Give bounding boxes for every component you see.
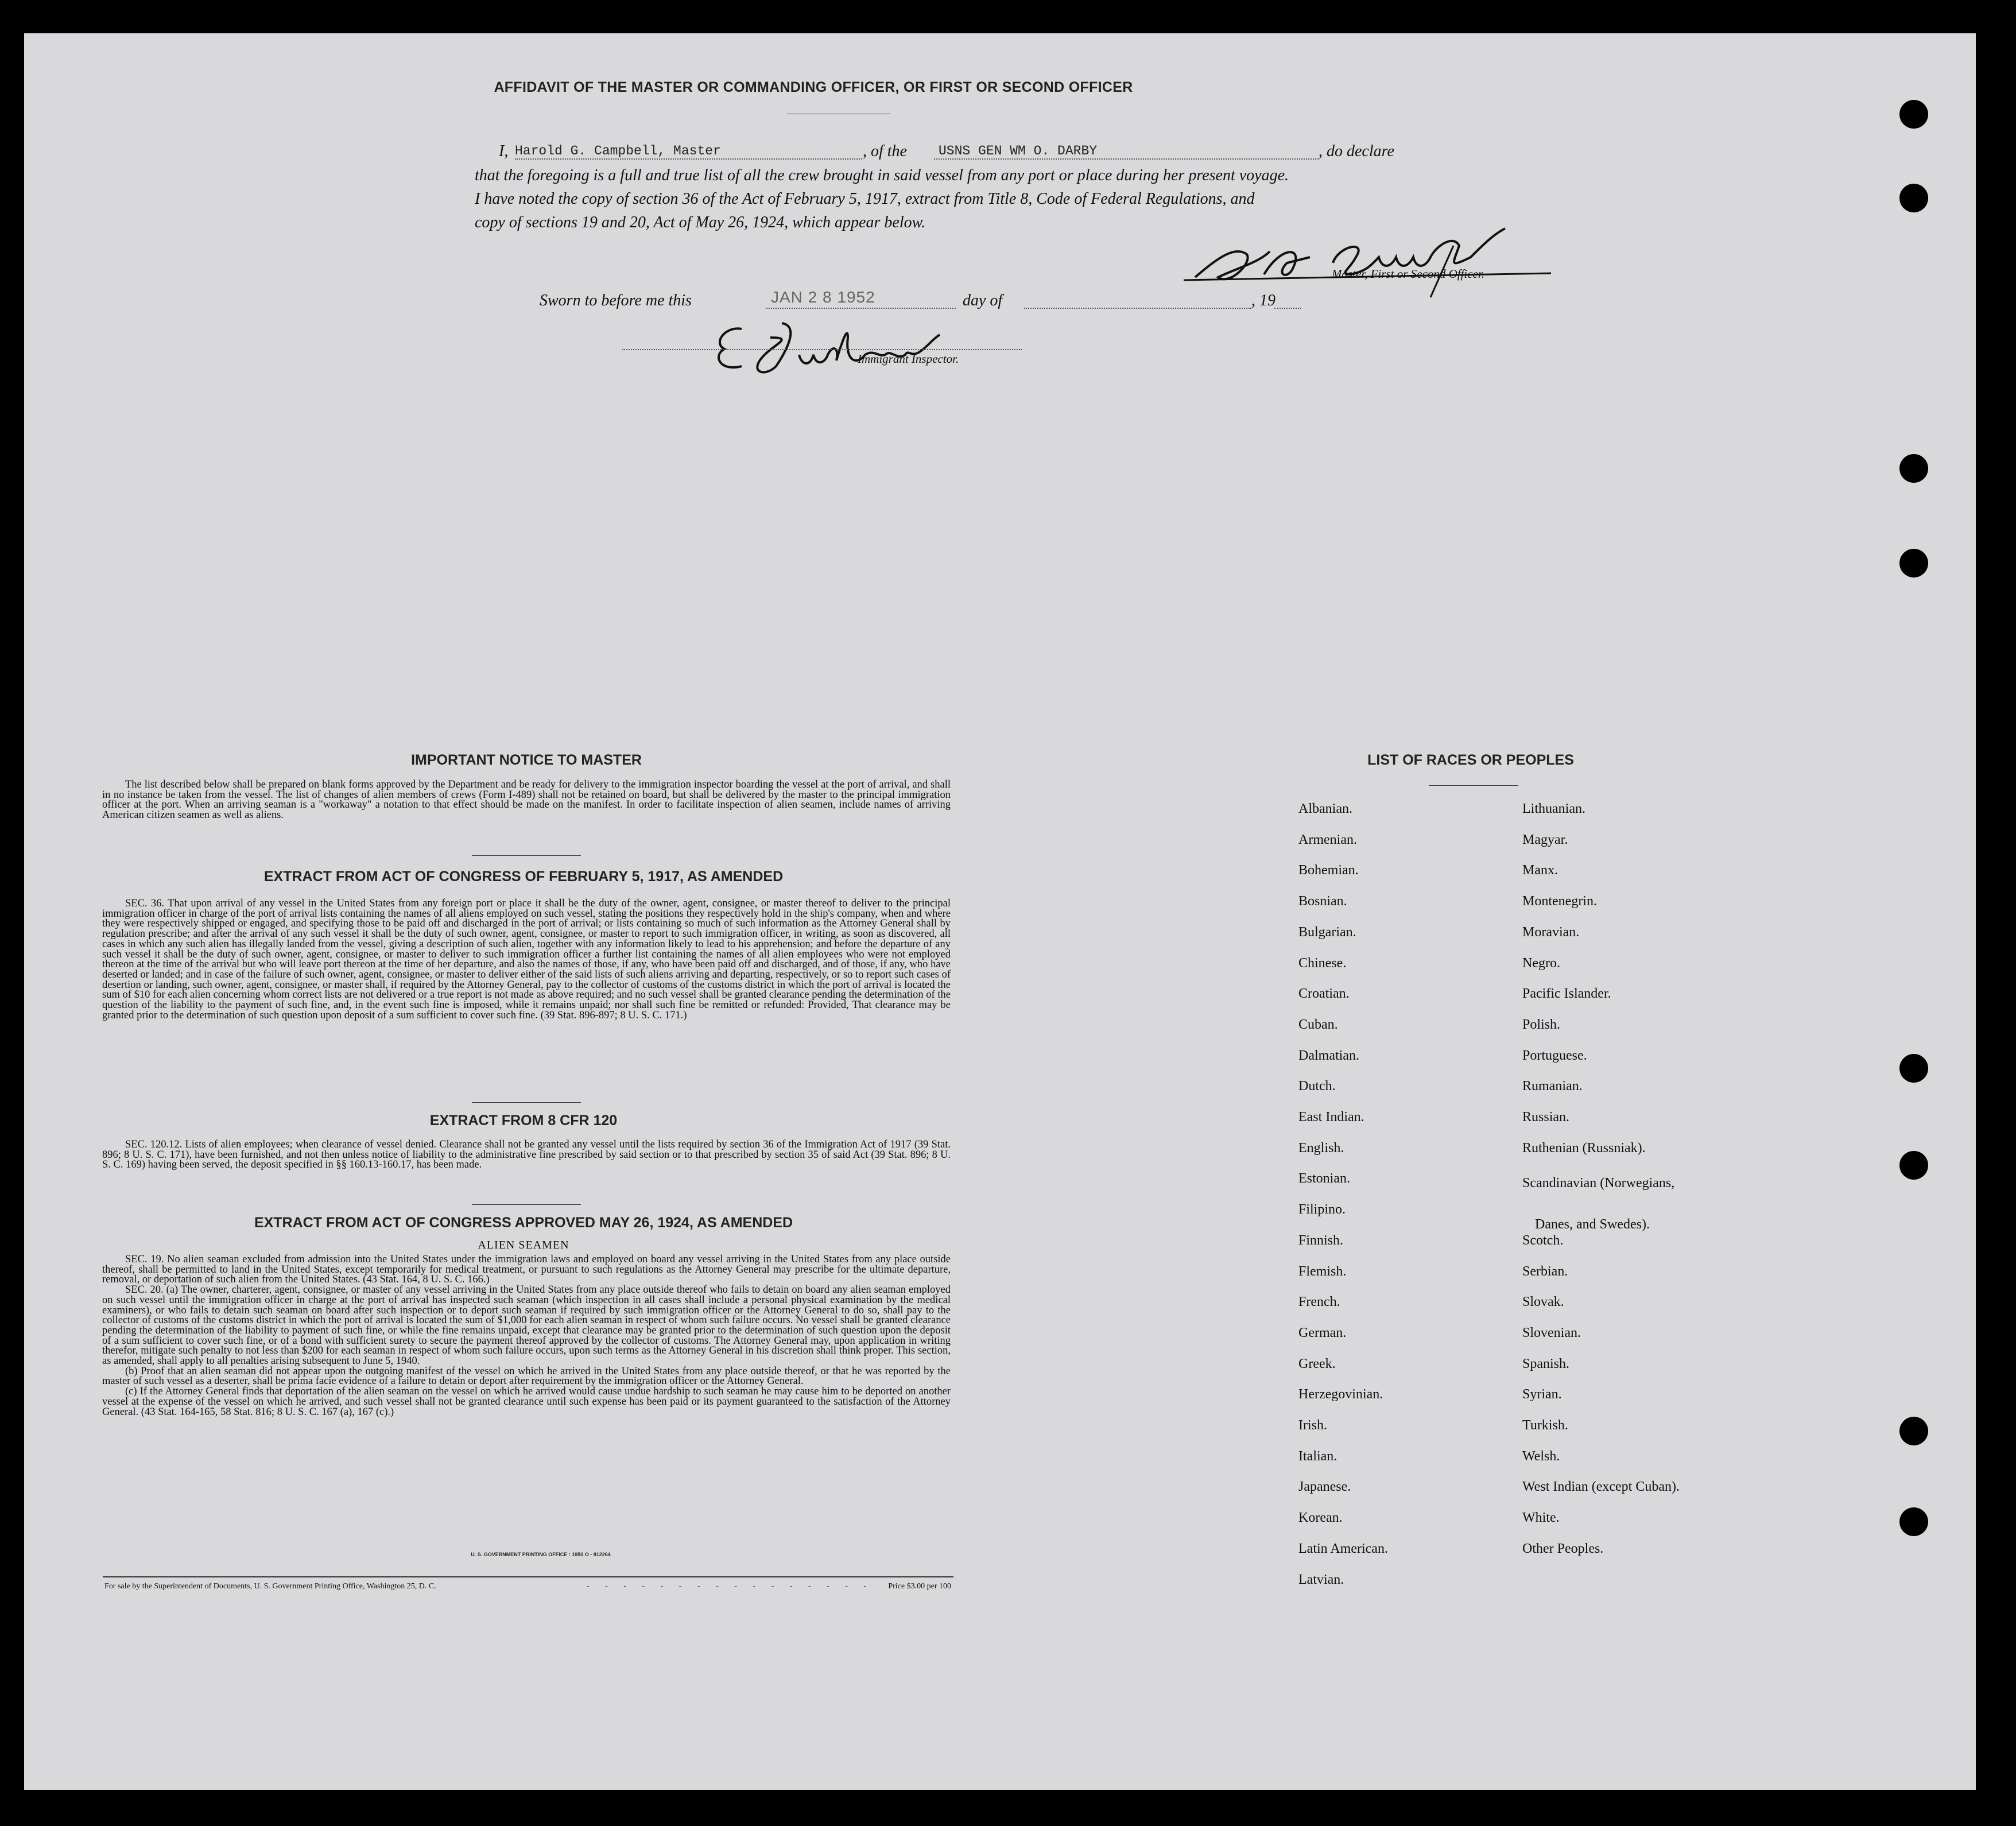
dotted-leader (766, 308, 956, 309)
race-item: Negro. (1522, 955, 1560, 971)
race-item: Pacific Islander. (1522, 986, 1611, 1002)
affidavit-line-4: copy of sections 19 and 20, Act of May 26, 1924, which appear below. (475, 214, 926, 231)
extract-1924-title: EXTRACT FROM ACT OF CONGRESS APPROVED MAY 26, 1924, AS AMENDED (254, 1215, 793, 1231)
master-signature (1184, 223, 1557, 303)
of-the-label: , of the (863, 142, 907, 160)
race-item: Montenegrin. (1522, 894, 1597, 909)
gpo-line: U. S. GOVERNMENT PRINTING OFFICE : 1950 O - 812264 (471, 1552, 611, 1557)
race-item: Japanese. (1298, 1479, 1351, 1495)
divider (1429, 785, 1518, 786)
race-item: Latin American. (1298, 1541, 1388, 1556)
footer (104, 1582, 951, 1595)
notice-title: IMPORTANT NOTICE TO MASTER (411, 752, 642, 768)
punch-hole (1899, 1507, 1928, 1536)
document-page (24, 33, 1976, 1790)
race-item: Dalmatian. (1298, 1048, 1359, 1063)
extract-1924-subtitle: ALIEN SEAMEN (478, 1239, 569, 1251)
race-item: Korean. (1298, 1510, 1343, 1526)
vessel-name: USNS GEN WM O. DARBY (939, 144, 1098, 158)
dotted-leader (515, 158, 862, 160)
race-item: Armenian. (1298, 832, 1357, 847)
dotted-leader (622, 349, 1022, 350)
race-item: Italian. (1298, 1448, 1337, 1464)
races-title: LIST OF RACES OR PEOPLES (1367, 752, 1574, 768)
race-item: Bosnian. (1298, 894, 1347, 909)
race-item: Flemish. (1298, 1263, 1347, 1279)
day-of-label: day of (963, 292, 1003, 309)
race-item: Greek. (1298, 1356, 1336, 1371)
race-item: Manx. (1522, 863, 1558, 878)
race-item: Filipino. (1298, 1202, 1346, 1218)
race-item: Ruthenian (Russniak). (1522, 1140, 1646, 1156)
race-item: English. (1298, 1140, 1344, 1156)
race-item: Bohemian. (1298, 863, 1359, 878)
race-item: Scotch. (1522, 1232, 1564, 1248)
race-item: Russian. (1522, 1110, 1570, 1125)
race-item: Lithuanian. (1522, 801, 1585, 816)
for-sale-text: For sale by the Superintendent of Documents, U. S. Government Printing Office, Washington 25, D. C. (104, 1582, 436, 1591)
extract-1917-title: EXTRACT FROM ACT OF CONGRESS OF FEBRUARY 5, 1917, AS AMENDED (263, 869, 784, 885)
race-item: Albanian. (1298, 801, 1352, 816)
year-label: , 19 (1251, 292, 1275, 309)
race-item: Syrian. (1522, 1387, 1562, 1402)
race-item: Portuguese. (1522, 1048, 1587, 1063)
race-item: Herzegovinian. (1298, 1387, 1383, 1402)
race-item: Slovak. (1522, 1294, 1564, 1310)
punch-hole (1899, 549, 1928, 577)
race-item: Cuban. (1298, 1017, 1338, 1032)
race-item: Latvian. (1298, 1572, 1344, 1587)
race-item: Croatian. (1298, 986, 1350, 1002)
race-item: Chinese. (1298, 955, 1347, 971)
dotted-leader (1024, 308, 1251, 309)
race-item: West Indian (except Cuban). (1522, 1479, 1680, 1495)
affidavit-title: AFFIDAVIT OF THE MASTER OR COMMANDING OFFICER, OR FIRST OR SECOND OFFICER (494, 79, 1133, 95)
divider (472, 1102, 581, 1103)
race-item: Polish. (1522, 1017, 1561, 1032)
sworn-line (472, 288, 1275, 315)
footer-rule (103, 1576, 953, 1577)
race-item: Dutch. (1298, 1079, 1336, 1094)
race-item: Danes, and Swedes). (1535, 1217, 1650, 1232)
punch-hole (1899, 1151, 1928, 1180)
divider (472, 855, 581, 856)
race-item: Serbian. (1522, 1263, 1568, 1279)
extract-1924-body (102, 1255, 951, 1417)
sec-20a: SEC. 20. (a) The owner, charterer, agent, consignee, or master of any vessel arriving in the United States from any place outside thereof who fails to detain on board any alien seaman employed on such vessel until the immigration officer in charge at the port of arrival has inspected such seaman (which inspection in all cases shall include a personal physical examination by the medical examiners), or who fails to detain such seaman on board after such inspection or to deport such seaman if required by such immigration officer or the Attorney General to do so, shall pay to the collector of customs of the customs district in which the port of arrival is located the sum of $1,000 for each alien seaman in respect of whom such failure occurs. No vessel shall be granted clearance pending the determination of the liability to payment of such fine, or while the fine remains unpaid, except that clearance may be granted prior to the determination of such question upon the deposit of a sum sufficient to cover such fine, or of a bond with sufficient surety to secure the payment thereof approved by the collector of customs. The Attorney General may, upon application in writing therefor, mitigate such penalty to not less than $200 for each seaman in respect of whom such failure occurs, upon such terms as the Attorney General in his discretion shall think proper. This section, as amended, shall apply to all penalties arising subsequent to June 5, 1940. (102, 1284, 951, 1367)
affidavit-line-3: I have noted the copy of section 36 of the Act of February 5, 1917, extract from Title 8, Code of Federal Regulations, and (475, 190, 1255, 208)
race-item: White. (1522, 1510, 1560, 1526)
master-name: Harold G. Campbell, Master (515, 144, 721, 158)
race-item: Scandinavian (Norwegians, (1522, 1176, 1675, 1191)
dotted-leader (1274, 308, 1301, 309)
affidavit-line-2: that the foregoing is a full and true list of all the crew brought in said vessel from any port or place during her present voyage. (475, 166, 1289, 184)
punch-hole (1899, 1054, 1928, 1083)
do-declare-label: , do declare (1319, 142, 1394, 160)
date-stamp: JAN 2 8 1952 (771, 288, 875, 306)
punch-hole (1899, 184, 1928, 212)
affidavit-line-1 (475, 142, 1600, 161)
race-item: Spanish. (1522, 1356, 1570, 1371)
race-item: Slovenian. (1522, 1325, 1581, 1340)
race-item: Finnish. (1298, 1232, 1344, 1248)
punch-hole (1899, 100, 1928, 129)
price-text: Price $3.00 per 100 (888, 1582, 951, 1591)
notice-body: The list described below shall be prepared on blank forms approved by the Department and be ready for delivery to the immigration inspector boarding the vessel at the port of arrival, and shall in no instance be taken from the vessel. The list of changes of alien members of crews (Form I-489) shall not be retained on board, but shall be delivered by the master to the principal immigration officer at the port. When an arriving seaman is a "workaway" a notation to that effect should be made on the manifest. In order to facilitate inspection of alien seamen, include names of arriving American citizen seamen as well as aliens. (102, 779, 951, 821)
race-item: Magyar. (1522, 832, 1568, 847)
dotted-leader (934, 158, 1319, 160)
extract-cfr-title: EXTRACT FROM 8 CFR 120 (429, 1112, 618, 1129)
race-item: Irish. (1298, 1418, 1327, 1433)
sec-20c: (c) If the Attorney General finds that deportation of the alien seaman on the vessel on which he arrived would cause undue hardship to such seaman he may cause him to be deported on another vessel at the expense of the vessel on which he arrived, and such vessel shall not be granted clearance until such expense has been paid or its payment guaranteed to the satisfaction of the Attorney General. (43 Stat. 164-165, 58 Stat. 816; 8 U. S. C. 167 (a), 167 (c).) (102, 1386, 951, 1418)
race-item: East Indian. (1298, 1110, 1364, 1125)
extract-1917-body: SEC. 36. That upon arrival of any vessel in the United States from any foreign port or place it shall be the duty of the owner, agent, consignee, or master thereof to deliver to the principal immigration officer in charge of the port of arrival lists containing the names of all aliens employed on such vessel, stating the positions they respectively hold in the ship's company, when and where they were respectively shipped or engaged, and specifying those to be paid off and discharged in the port of arrival; or lists containing so much of such information as the Attorney General shall by regulation prescribe; and after the arrival of any such vessel it shall be the duty of such owner, agent, consignee, or master to report to such immigration officer, in writing, as soon as discovered, all cases in which any such alien has illegally landed from the vessel, giving a description of such alien, together with any information likely to lead to his apprehension; and before the departure of any such vessel it shall be the duty of such owner, agent, consignee, or master to deliver to such immigration officer a further list containing the names of all alien employees who were not employed thereon at the time of the arrival but who will leave port thereon at the time of her departure, and also the names of those, if any, who have been paid off and discharged, and of those, if any, who have deserted or landed; and in case of the failure of such owner, agent, consignee, or master to deliver either of the said lists of such aliens arriving and departing, respectively, or so to report such cases of desertion or landing, such owner, agent, consignee, or master shall, if required by the Attorney General, pay to the collector of customs of the customs district in which the port of arrival is located the sum of $10 for each alien concerning whom correct lists are not delivered or a true report is not made as above required; and no such vessel shall be granted clearance pending the determination of the question of the liability to the payment of such fine, and, in the event such fine is imposed, while it remains unpaid; nor shall such fine be remitted or refunded: Provided, That clearance may be granted prior to the determination of such question upon deposit of a sum sufficient to cover such fine. (39 Stat. 896-897; 8 U. S. C. 171.) (102, 898, 951, 1021)
race-item: Welsh. (1522, 1448, 1560, 1464)
footer-dashes: - - - - - - - - - - - - - - - - (587, 1582, 874, 1591)
race-item: Bulgarian. (1298, 924, 1356, 940)
punch-hole (1899, 454, 1928, 483)
line-prefix: I, (499, 142, 509, 160)
race-item: Estonian. (1298, 1171, 1350, 1187)
divider (472, 1204, 581, 1205)
race-item: Other Peoples. (1522, 1541, 1604, 1556)
punch-hole (1899, 1417, 1928, 1445)
race-item: Moravian. (1522, 924, 1580, 940)
race-item: German. (1298, 1325, 1347, 1340)
race-item: Rumanian. (1522, 1079, 1583, 1094)
master-caption: Master, First or Second Officer. (1332, 267, 1484, 281)
race-item: Turkish. (1522, 1418, 1568, 1433)
sec-19: SEC. 19. No alien seaman excluded from admission into the United States under the immigration laws and employed on board any vessel arriving in the United States from any place outside thereof, shall be permitted to land in the United States, except temporarily for medical treatment, or pursuant to such regulations as the Attorney General may prescribe for the ultimate departure, removal, or deportation of such alien from the United States. (43 Stat. 164, 8 U. S. C. 166.) (102, 1254, 951, 1286)
sec-20b: (b) Proof that an alien seaman did not appear upon the outgoing manifest of the vessel on which he arrived in the United States from any place outside thereof, or that he was reported by the master of such vessel as a deserter, shall be prima facie evidence of a failure to detain or deport after requirement by the immigration officer or the Attorney General. (102, 1365, 951, 1387)
race-item: French. (1298, 1294, 1340, 1310)
extract-cfr-body: SEC. 120.12. Lists of alien employees; when clearance of vessel denied. Clearance shall not be granted any vessel until the lists required by section 36 of the Immigration Act of 1917 (39 Stat. 896; 8 U. S. C. 171), have been furnished, and not then unless notice of liability to the administrative fine prescribed by said section or to that prescribed by section 35 of said Act (39 Stat. 896; 8 U. S. C. 169) having been served, the deposit specified in §§ 160.13-160.17, has been made. (102, 1139, 951, 1171)
inspector-caption: Immigrant Inspector. (858, 352, 959, 366)
sworn-label: Sworn to before me this (540, 292, 692, 309)
